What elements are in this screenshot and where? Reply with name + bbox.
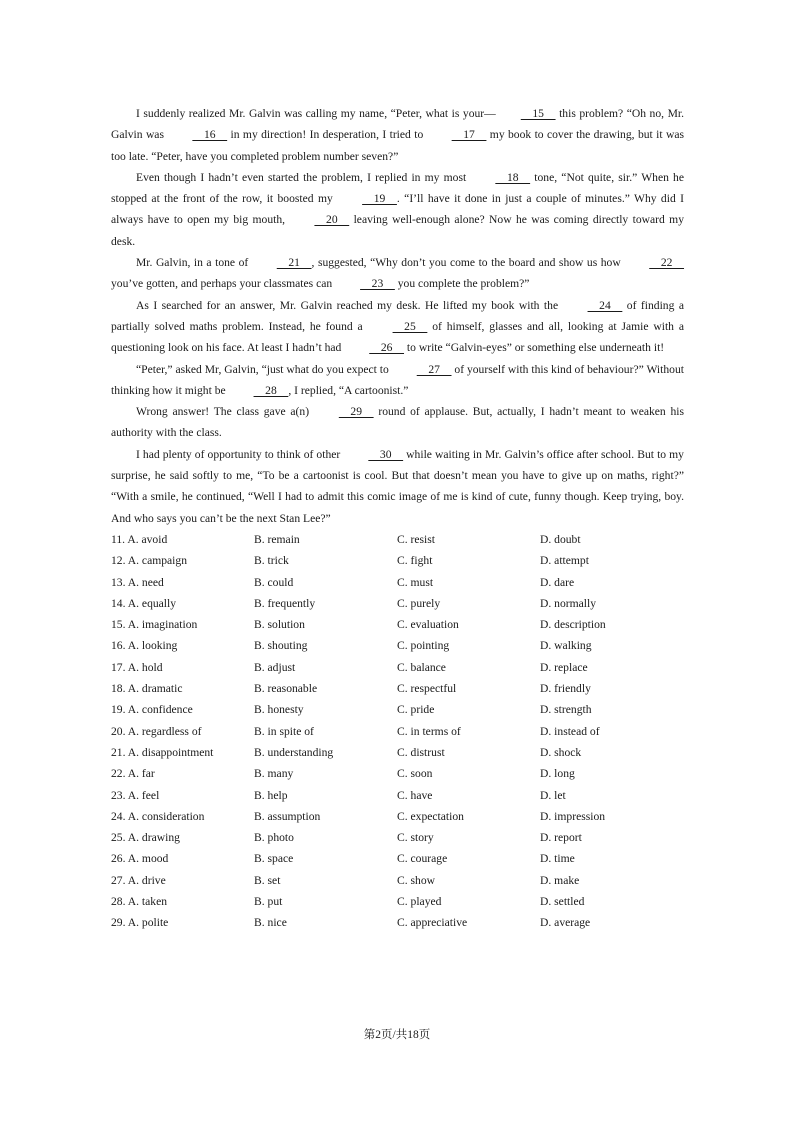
question-options-row (111, 550, 684, 571)
option-choice: 13. A. need (111, 575, 164, 589)
option-choice: C. have (397, 788, 433, 802)
option-choice: 15. A. imagination (111, 618, 198, 632)
option-choice: 17. A. hold (111, 660, 163, 674)
passage-text: I suddenly realized Mr. Galvin was calling my name, “Peter, what is your— (136, 107, 496, 120)
option-choice: B. frequently (254, 596, 316, 610)
passage-text: of yourself with this kind of behaviour?” Without thinking how it might be (111, 362, 684, 397)
reading-passage (111, 103, 684, 529)
question-options-row (111, 848, 684, 869)
question-options-row (111, 785, 684, 806)
option-choice: D. replace (540, 660, 588, 674)
option-choice: 24. A. consideration (111, 809, 205, 823)
option-choice: B. adjust (254, 660, 296, 674)
option-choice: C. pride (397, 703, 435, 717)
fill-in-blank: 30 (368, 447, 404, 461)
option-choice: C. courage (397, 852, 448, 866)
option-choice: B. understanding (254, 745, 334, 759)
option-choice: D. normally (540, 596, 597, 610)
option-choice: C. distrust (397, 745, 445, 759)
option-choice: C. in terms of (397, 724, 461, 738)
passage-text: tone, “Not quite, sir.” When he stopped at the front of the row, it boosted my (111, 170, 684, 206)
option-choice: D. settled (540, 894, 585, 908)
option-choice: B. shouting (254, 639, 308, 653)
passage-text: of finding a partially solved maths problem. Instead, he found a (111, 298, 684, 333)
option-choice: B. help (254, 788, 288, 802)
option-choice: B. nice (254, 916, 287, 930)
option-choice: D. doubt (540, 532, 581, 546)
option-choice: D. attempt (540, 554, 589, 568)
question-options-row (111, 912, 684, 933)
fill-in-blank: 24 (587, 298, 623, 312)
passage-text: to write “Galvin-eyes” or something else underneath it! (404, 341, 665, 355)
option-choice: C. story (397, 831, 434, 845)
question-options-row (111, 827, 684, 848)
option-choice: B. put (254, 894, 283, 908)
question-options-row (111, 806, 684, 827)
passage-text: in my direction! In desperation, I tried to (227, 128, 427, 142)
fill-in-blank: 23 (360, 277, 395, 291)
option-choice: 27. A. drive (111, 873, 166, 887)
passage-text: . “I’ll have it done in just a couple of minutes.” Why did I always have to open my big mouth, (111, 192, 684, 227)
option-choice: 29. A. polite (111, 916, 169, 930)
question-options-row (111, 529, 684, 550)
fill-in-blank: 18 (495, 170, 531, 184)
option-choice: 28. A. taken (111, 894, 168, 908)
passage-paragraph (111, 103, 684, 167)
passage-text: “Peter,” asked Mr, Galvin, “just what do you expect to (136, 362, 392, 376)
passage-text: , I replied, “A cartoonist.” (288, 383, 409, 397)
option-choice: B. solution (254, 618, 305, 632)
passage-text: Even though I hadn’t even started the problem, I replied in my most (136, 170, 471, 184)
option-choice: 25. A. drawing (111, 831, 180, 845)
fill-in-blank: 29 (338, 405, 374, 419)
question-options-row (111, 678, 684, 699)
option-choice: 11. A. avoid (111, 532, 168, 546)
option-choice: B. could (254, 575, 294, 589)
option-choice: C. respectful (397, 682, 457, 696)
option-choice: C. must (397, 575, 434, 589)
question-options-row (111, 742, 684, 763)
question-options-row (111, 721, 684, 742)
option-choice: C. played (397, 894, 442, 908)
option-choice: D. average (540, 916, 591, 930)
fill-in-blank: 20 (314, 213, 350, 227)
option-choice: D. long (540, 767, 575, 781)
option-choice: 26. A. mood (111, 852, 169, 866)
option-choice: B. space (254, 852, 294, 866)
option-choice: C. purely (397, 596, 441, 610)
option-choice: 14. A. equally (111, 596, 177, 610)
fill-in-blank: 22 (649, 256, 685, 270)
fill-in-blank: 16 (192, 128, 228, 142)
option-choice: B. honesty (254, 703, 304, 717)
option-choice: 20. A. regardless of (111, 724, 202, 738)
option-choice: 22. A. far (111, 767, 155, 781)
option-choice: B. in spite of (254, 724, 314, 738)
option-choice: C. show (397, 873, 436, 887)
option-choice: D. shock (540, 745, 582, 759)
fill-in-blank: 27 (416, 362, 452, 376)
fill-in-blank: 17 (451, 128, 487, 142)
passage-paragraph (111, 401, 684, 444)
passage-text: round of applause. But, actually, I hadn’t meant to weaken his authority with the class. (111, 405, 685, 440)
question-options-row (111, 593, 684, 614)
option-choice: B. remain (254, 532, 300, 546)
option-choice: 21. A. disappointment (111, 745, 214, 759)
option-choice: C. appreciative (397, 916, 468, 930)
option-choice: B. reasonable (254, 682, 318, 696)
option-choice: D. strength (540, 703, 592, 717)
option-choice: C. balance (397, 660, 446, 674)
page-number-footer: 第2页/共18页 (363, 1029, 431, 1041)
option-choice: D. walking (540, 639, 592, 653)
option-choice: 18. A. dramatic (111, 682, 183, 696)
passage-text: leaving well-enough alone? Now he was coming directly toward my desk. (111, 213, 684, 248)
passage-text: you complete the problem?” (394, 277, 530, 291)
option-choice: 19. A. confidence (111, 703, 193, 717)
passage-paragraph (111, 167, 684, 252)
passage-text: Mr. Galvin, in a tone of (136, 256, 252, 270)
passage-text: Wrong answer! The class gave a(n) (136, 405, 314, 419)
option-choice: B. photo (254, 831, 294, 845)
option-choice: D. description (540, 618, 606, 632)
option-choice: C. fight (397, 554, 433, 568)
option-choice: D. time (540, 852, 575, 866)
passage-text: of himself, glasses and all, looking at Jamie with a questioning look on his face. At least I hadn’t had (111, 319, 684, 355)
fill-in-blank: 15 (520, 107, 556, 120)
option-choice: D. make (540, 873, 580, 887)
passage-paragraph (111, 444, 684, 529)
question-options-row (111, 763, 684, 784)
fill-in-blank: 25 (392, 319, 428, 333)
passage-text: while waiting in Mr. Galvin’s office after school. But to my surprise, he said softly to me, “To be a cartoonist is cool. But that doesn’t mean you have to give up on maths, right?” “With a smile, he continued, “Well I had to admit this comic image of me is kind of cute, funny though. Keep trying, boy. And who says you can’t be the next Stan Lee?” (111, 447, 684, 525)
option-choice: D. let (540, 788, 566, 802)
passage-paragraph (111, 359, 684, 402)
option-choice: C. evaluation (397, 618, 459, 632)
option-choice: 16. A. looking (111, 639, 178, 653)
passage-text: this problem? “Oh no, Mr. Galvin was (111, 107, 685, 142)
passage-text: my book to cover the drawing, but it was too late. “Peter, have you completed problem number seven?” (111, 128, 684, 163)
passage-paragraph (111, 252, 684, 295)
fill-in-blank: 19 (362, 192, 397, 206)
option-choice: C. pointing (397, 639, 450, 653)
question-options-row (111, 891, 684, 912)
question-options-row (111, 870, 684, 891)
question-options-row (111, 572, 684, 593)
passage-paragraph (111, 295, 684, 359)
option-choice: D. report (540, 831, 582, 845)
fill-in-blank: 28 (253, 383, 289, 397)
answer-options-list (111, 529, 684, 934)
option-choice: C. resist (397, 532, 436, 546)
question-options-row (111, 657, 684, 678)
option-choice: C. soon (397, 767, 433, 781)
question-options-row (111, 699, 684, 720)
option-choice: B. assumption (254, 809, 321, 823)
fill-in-blank: 26 (369, 341, 405, 355)
question-options-row (111, 614, 684, 635)
option-choice: B. set (254, 873, 281, 887)
document-page (111, 103, 684, 934)
option-choice: B. trick (254, 554, 289, 568)
option-choice: D. instead of (540, 724, 600, 738)
question-options-row (111, 635, 684, 656)
option-choice: 12. A. campaign (111, 554, 187, 568)
passage-text: you’ve gotten, and perhaps your classmates can (111, 277, 336, 291)
passage-text: As I searched for an answer, Mr. Galvin reached my desk. He lifted my book with the (136, 298, 563, 312)
option-choice: B. many (254, 767, 294, 781)
fill-in-blank: 21 (276, 256, 312, 270)
option-choice: D. impression (540, 809, 606, 823)
option-choice: D. dare (540, 575, 575, 589)
passage-text: , suggested, “Why don’t you come to the board and show us how (311, 256, 625, 270)
option-choice: 23. A. feel (111, 788, 160, 802)
option-choice: D. friendly (540, 682, 591, 696)
passage-text: I had plenty of opportunity to think of other (136, 447, 344, 461)
option-choice: C. expectation (397, 809, 464, 823)
